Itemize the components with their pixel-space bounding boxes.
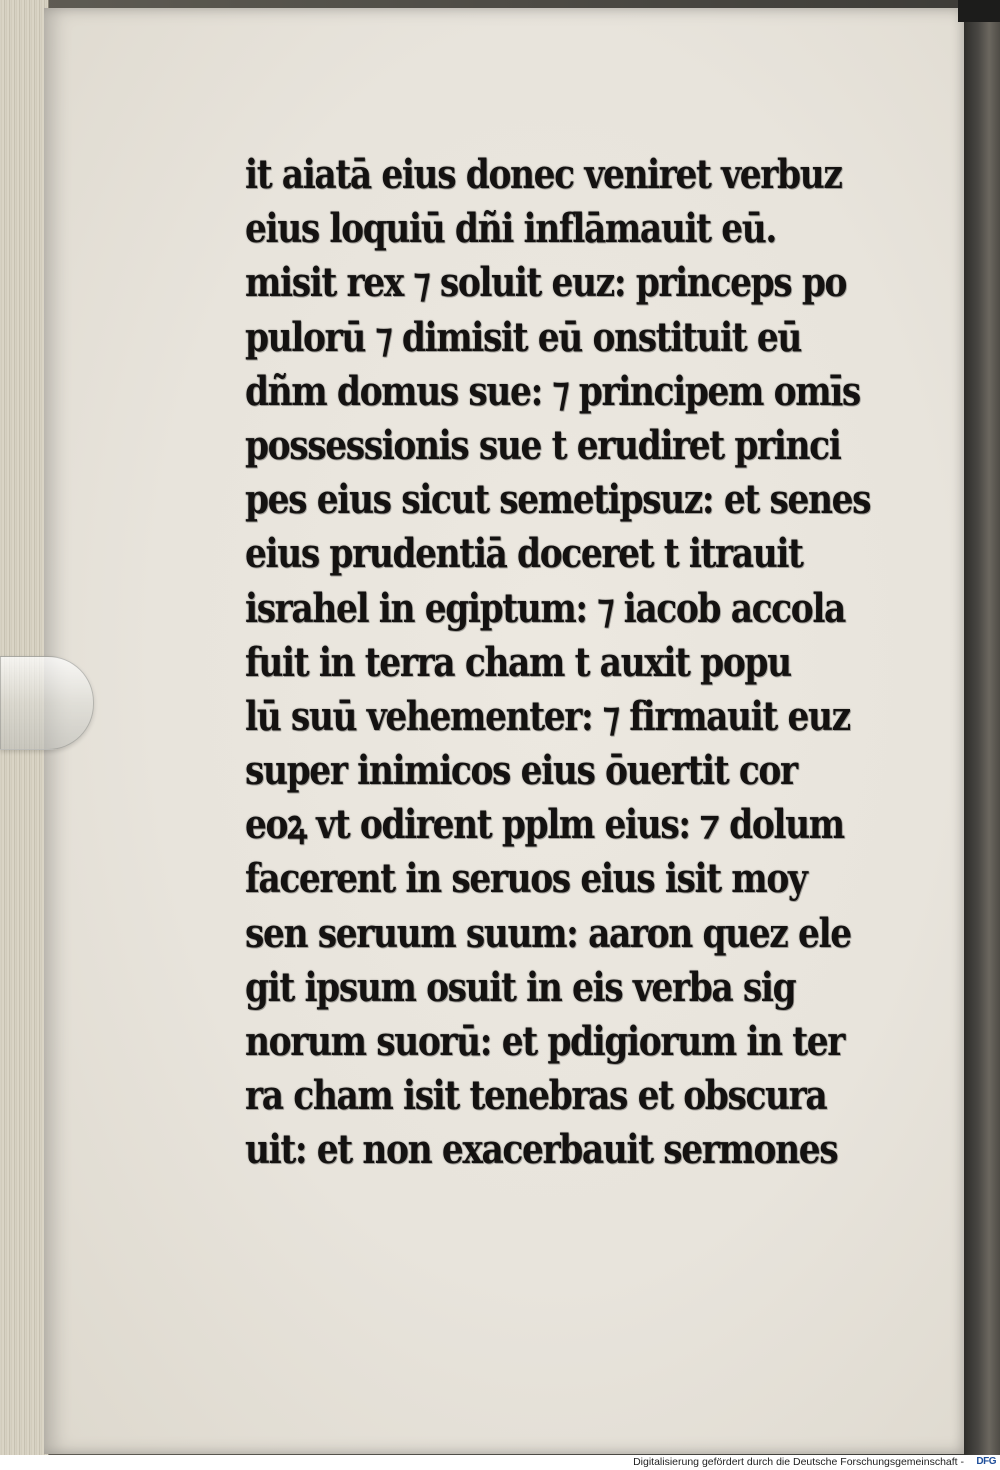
text-line: norum suorū: et pdigiorum in ter: [245, 1018, 845, 1065]
page-clip: [0, 656, 94, 750]
text-line: super inimicos eius ōuertit cor: [245, 747, 797, 795]
text-line: israhel in egiptum: ⁊ iacob accola: [245, 584, 845, 632]
text-line: facerent in seruos eius isit moy: [245, 855, 807, 903]
text-line: misit rex ⁊ soluit euz: princeps po: [245, 259, 847, 307]
text-line: lū suū vehementer: ⁊ firmauit euz: [245, 692, 850, 740]
digitization-footer: [0, 1455, 1000, 1470]
text-line: possessionis sue t erudiret princi: [245, 421, 841, 469]
text-line: pulorū ⁊ dimisit eū onstituit eū: [245, 313, 802, 361]
text-line: dñm domus sue: ⁊ principem omīs: [245, 367, 860, 415]
text-line: it aiatā eius donec veniret verbuz: [245, 151, 842, 198]
text-line: sen seruum suum: aaron quez ele: [245, 909, 851, 957]
text-line: fuit in terra cham t auxit popu: [245, 638, 791, 686]
text-line: eius prudentiā doceret t itrauit: [245, 530, 803, 578]
text-line: ra cham isit tenebras et obscura: [245, 1072, 827, 1120]
text-line: eoꝝ vt odirent pplm eius: ⁊ dolum: [245, 801, 844, 849]
text-line: pes eius sicut semetipsuz: et senes: [245, 476, 871, 524]
text-line: eius loquiū dñi inflāmauit eū.: [245, 205, 777, 253]
book-gutter-shadow: [964, 0, 1000, 1460]
blackletter-text-block: [245, 148, 885, 1178]
text-line: uit: et non exacerbauit sermones: [245, 1126, 838, 1174]
scan-corner: [958, 0, 1000, 22]
dfg-logo[interactable]: DFG: [976, 1456, 996, 1467]
text-line: git ipsum osuit in eis verba sig: [245, 963, 796, 1011]
funding-credit: Digitalisierung gefördert durch die Deutsche Forschungsgemeinschaft -: [633, 1456, 964, 1468]
